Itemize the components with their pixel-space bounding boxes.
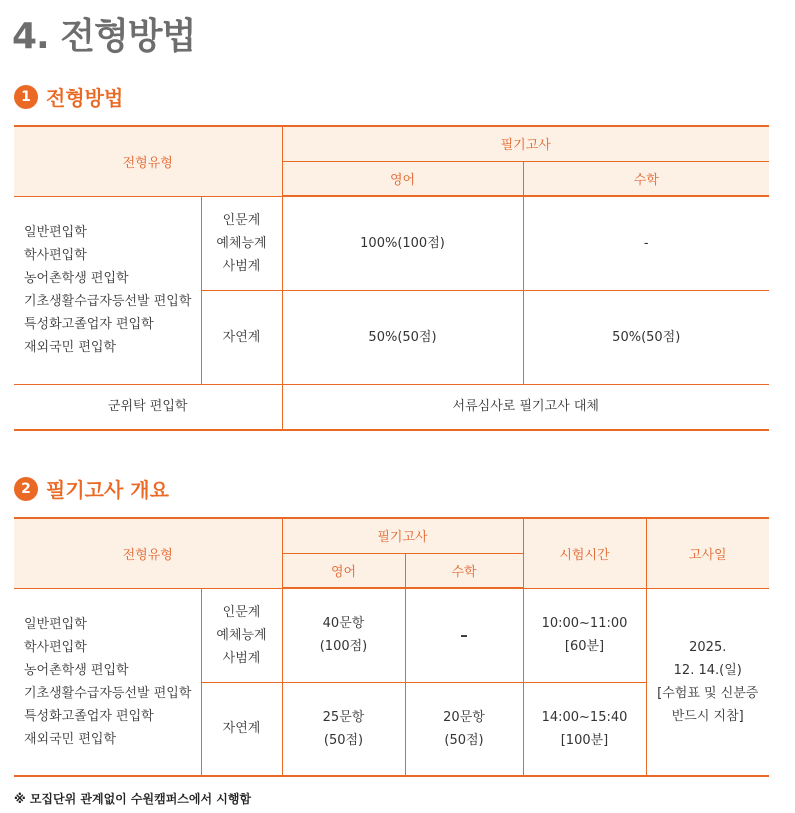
- track-label: 예체능계: [216, 235, 267, 251]
- nat-english-score: 50%(50점): [282, 290, 523, 384]
- exam-date-line: 반드시 지참]: [671, 708, 744, 724]
- admission-types-cell: [14, 196, 201, 384]
- admission-type: 일반편입학: [24, 225, 87, 240]
- nat-exam-time: [523, 682, 646, 776]
- admission-type: 특성화고졸업자 편입학: [24, 317, 154, 332]
- military-exam-cell: 서류심사로 필기고사 대체: [282, 384, 769, 430]
- header-exam-date: 고사일: [646, 518, 769, 588]
- question-count: 25문항: [322, 709, 365, 725]
- admission-type: 학사편입학: [24, 248, 87, 263]
- header-written-exam: 필기고사: [282, 518, 523, 553]
- hum-english-questions: [282, 588, 405, 682]
- track-label: 사범계: [222, 650, 261, 666]
- time-range: 14:00~15:40: [541, 709, 628, 725]
- track-label: 예체능계: [216, 627, 267, 643]
- score: (50점): [444, 732, 484, 748]
- humanities-track-cell: [201, 196, 282, 290]
- admission-type: 재외국민 편입학: [24, 340, 117, 355]
- admission-method-table: [14, 125, 769, 431]
- score: (50점): [323, 732, 364, 748]
- footnote: ※ 모집단위 관계없이 수원캠퍼스에서 시행함: [14, 792, 252, 806]
- military-admission-cell: 군위탁 편입학: [14, 384, 282, 430]
- nat-math-score: 50%(50점): [523, 290, 769, 384]
- admission-types-cell: [14, 588, 201, 776]
- header-english: 영어: [282, 553, 405, 588]
- admission-type: 재외국민 편입학: [24, 731, 117, 747]
- header-admission-type: 전형유형: [14, 126, 282, 196]
- duration: [100분]: [560, 732, 609, 748]
- exam-date-line: [수험표 및 신분증: [657, 685, 759, 701]
- nat-math-questions: [405, 682, 523, 776]
- nat-english-questions: [282, 682, 405, 776]
- hum-math-score: -: [523, 196, 769, 290]
- time-range: 10:00~11:00: [541, 616, 628, 631]
- hum-exam-time: [523, 588, 646, 682]
- track-label: 인문계: [222, 212, 261, 228]
- exam-overview-table: [14, 517, 769, 777]
- natural-track-cell: 자연계: [201, 682, 282, 776]
- header-math: 수학: [523, 161, 769, 196]
- section-title: 필기고사 개요: [46, 478, 169, 502]
- section-2-heading: [14, 474, 169, 503]
- header-english: 영어: [282, 161, 523, 196]
- header-exam-time: 시험시간: [523, 518, 646, 588]
- header-written-exam: 필기고사: [282, 126, 769, 161]
- humanities-track-cell: [201, 588, 282, 682]
- duration: [60분]: [564, 639, 605, 654]
- admission-type: 특성화고졸업자 편입학: [24, 708, 154, 724]
- score: (100점): [319, 639, 368, 655]
- natural-track-cell: 자연계: [201, 290, 282, 384]
- section-1-heading: [14, 82, 123, 111]
- admission-type: 일반편입학: [24, 616, 87, 632]
- section-number-badge: 2: [14, 477, 38, 501]
- section-title: 전형방법: [46, 86, 124, 110]
- admission-type: 기초생활수급자등선발 편입학: [24, 294, 192, 309]
- admission-type: 농어촌학생 편입학: [24, 271, 129, 286]
- hum-math-questions: –: [405, 588, 523, 682]
- section-number-badge: 1: [14, 85, 38, 109]
- track-label: 사범계: [222, 258, 261, 274]
- header-admission-type: 전형유형: [14, 518, 282, 588]
- admission-type: 학사편입학: [24, 639, 87, 655]
- question-count: 20문항: [443, 709, 485, 725]
- header-math: 수학: [405, 553, 523, 588]
- track-label: 인문계: [222, 604, 261, 620]
- exam-date-cell: [646, 588, 769, 776]
- admission-type: 농어촌학생 편입학: [24, 662, 129, 678]
- hum-english-score: 100%(100점): [282, 196, 523, 290]
- exam-date-line: 12. 14.(일): [673, 662, 742, 678]
- admission-type: 기초생활수급자등선발 편입학: [24, 685, 192, 701]
- page-title: 4. 전형방법: [12, 16, 196, 57]
- question-count: 40문항: [322, 616, 365, 632]
- exam-date-line: 2025.: [689, 639, 727, 655]
